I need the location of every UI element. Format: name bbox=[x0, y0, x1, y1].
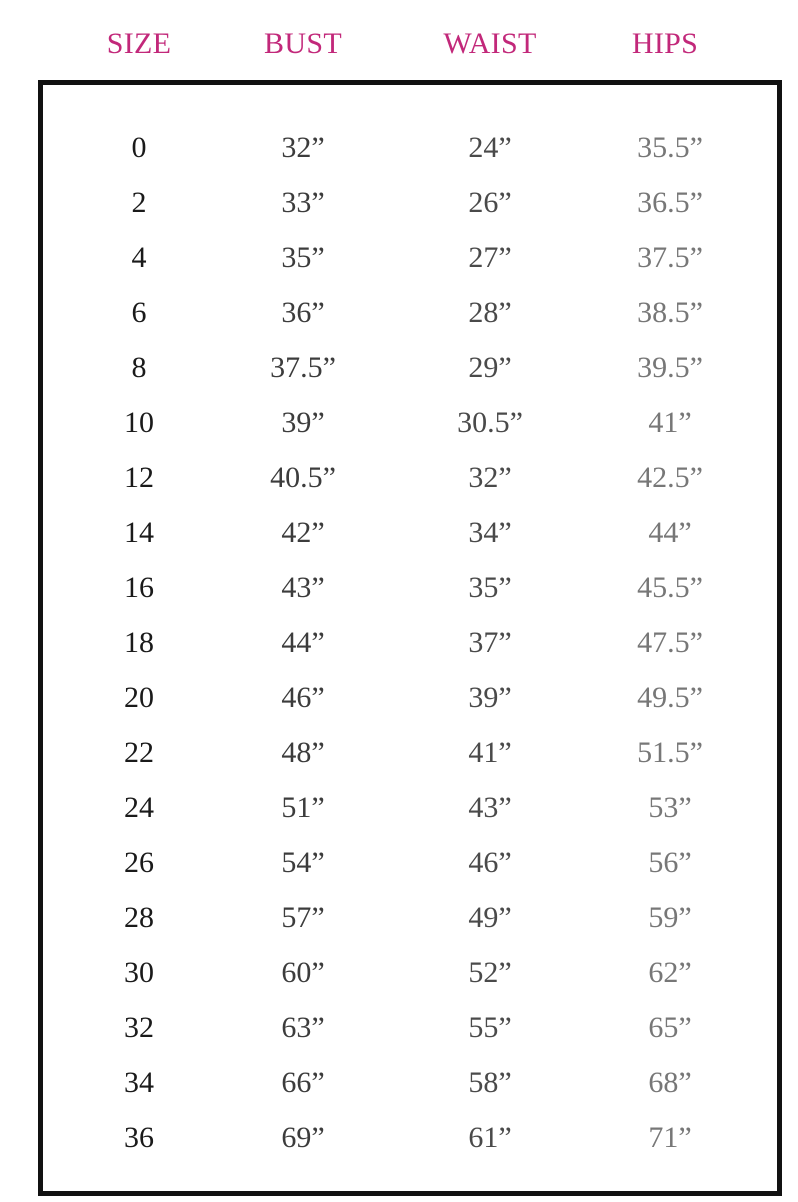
cell-size: 8 bbox=[131, 351, 147, 384]
table-row bbox=[43, 1055, 777, 1110]
cell-bust: 54” bbox=[281, 846, 325, 879]
header-size: SIZE bbox=[106, 27, 172, 60]
cell-bust: 63” bbox=[281, 1011, 325, 1044]
cell-size: 10 bbox=[124, 406, 154, 439]
table-row bbox=[43, 835, 777, 890]
header-waist: WAIST bbox=[443, 27, 537, 60]
cell-waist: 27” bbox=[468, 241, 512, 274]
cell-size: 34 bbox=[124, 1066, 154, 1099]
cell-waist: 26” bbox=[468, 186, 512, 219]
cell-waist: 35” bbox=[468, 571, 512, 604]
cell-bust: 37.5” bbox=[270, 351, 336, 384]
cell-size: 24 bbox=[124, 791, 154, 824]
cell-size: 0 bbox=[131, 131, 147, 164]
header-bust: BUST bbox=[264, 27, 342, 60]
cell-size: 28 bbox=[124, 901, 154, 934]
cell-bust: 44” bbox=[281, 626, 325, 659]
cell-hips: 36.5” bbox=[637, 186, 703, 219]
cell-size: 18 bbox=[124, 626, 154, 659]
cell-bust: 39” bbox=[281, 406, 325, 439]
table-row bbox=[43, 725, 777, 780]
cell-size: 22 bbox=[124, 736, 154, 769]
cell-waist: 46” bbox=[468, 846, 512, 879]
cell-waist: 43” bbox=[468, 791, 512, 824]
cell-waist: 30.5” bbox=[457, 406, 523, 439]
cell-size: 26 bbox=[124, 846, 154, 879]
cell-size: 30 bbox=[124, 956, 154, 989]
cell-bust: 33” bbox=[281, 186, 325, 219]
cell-hips: 45.5” bbox=[637, 571, 703, 604]
cell-hips: 41” bbox=[648, 406, 692, 439]
cell-hips: 68” bbox=[648, 1066, 692, 1099]
cell-waist: 58” bbox=[468, 1066, 512, 1099]
cell-waist: 24” bbox=[468, 131, 512, 164]
table-row bbox=[43, 175, 777, 230]
cell-bust: 42” bbox=[281, 516, 325, 549]
cell-size: 14 bbox=[124, 516, 154, 549]
cell-hips: 65” bbox=[648, 1011, 692, 1044]
cell-hips: 56” bbox=[648, 846, 692, 879]
cell-waist: 37” bbox=[468, 626, 512, 659]
cell-bust: 51” bbox=[281, 791, 325, 824]
cell-waist: 41” bbox=[468, 736, 512, 769]
table-row bbox=[43, 1110, 777, 1165]
table-row bbox=[43, 560, 777, 615]
cell-hips: 38.5” bbox=[637, 296, 703, 329]
cell-bust: 66” bbox=[281, 1066, 325, 1099]
cell-hips: 47.5” bbox=[637, 626, 703, 659]
cell-hips: 39.5” bbox=[637, 351, 703, 384]
cell-bust: 46” bbox=[281, 681, 325, 714]
cell-hips: 51.5” bbox=[637, 736, 703, 769]
cell-bust: 36” bbox=[281, 296, 325, 329]
cell-waist: 29” bbox=[468, 351, 512, 384]
cell-size: 2 bbox=[131, 186, 147, 219]
table-row bbox=[43, 285, 777, 340]
cell-hips: 59” bbox=[648, 901, 692, 934]
table-row bbox=[43, 340, 777, 395]
cell-bust: 43” bbox=[281, 571, 325, 604]
table-row bbox=[43, 505, 777, 560]
table-row bbox=[43, 1000, 777, 1055]
cell-bust: 69” bbox=[281, 1121, 325, 1154]
cell-hips: 44” bbox=[648, 516, 692, 549]
table-row bbox=[43, 120, 777, 175]
cell-size: 6 bbox=[131, 296, 147, 329]
cell-waist: 32” bbox=[468, 461, 512, 494]
cell-bust: 60” bbox=[281, 956, 325, 989]
table-row bbox=[43, 945, 777, 1000]
cell-waist: 39” bbox=[468, 681, 512, 714]
cell-size: 32 bbox=[124, 1011, 154, 1044]
table-row bbox=[43, 780, 777, 835]
cell-bust: 57” bbox=[281, 901, 325, 934]
cell-size: 20 bbox=[124, 681, 154, 714]
table-row bbox=[43, 395, 777, 450]
table-row bbox=[43, 615, 777, 670]
cell-waist: 34” bbox=[468, 516, 512, 549]
size-chart-table bbox=[38, 80, 782, 1196]
header-hips: HIPS bbox=[631, 27, 699, 60]
cell-waist: 28” bbox=[468, 296, 512, 329]
table-row bbox=[43, 890, 777, 945]
cell-waist: 49” bbox=[468, 901, 512, 934]
cell-waist: 52” bbox=[468, 956, 512, 989]
cell-waist: 61” bbox=[468, 1121, 512, 1154]
cell-bust: 35” bbox=[281, 241, 325, 274]
cell-size: 16 bbox=[124, 571, 154, 604]
cell-hips: 35.5” bbox=[637, 131, 703, 164]
cell-hips: 62” bbox=[648, 956, 692, 989]
cell-bust: 40.5” bbox=[270, 461, 336, 494]
cell-hips: 37.5” bbox=[637, 241, 703, 274]
cell-bust: 48” bbox=[281, 736, 325, 769]
table-row bbox=[43, 670, 777, 725]
size-chart-header bbox=[0, 22, 798, 66]
cell-hips: 42.5” bbox=[637, 461, 703, 494]
cell-bust: 32” bbox=[281, 131, 325, 164]
table-row bbox=[43, 230, 777, 285]
cell-size: 36 bbox=[124, 1121, 154, 1154]
table-row bbox=[43, 450, 777, 505]
cell-hips: 53” bbox=[648, 791, 692, 824]
cell-size: 12 bbox=[124, 461, 154, 494]
cell-hips: 71” bbox=[648, 1121, 692, 1154]
cell-hips: 49.5” bbox=[637, 681, 703, 714]
cell-size: 4 bbox=[131, 241, 147, 274]
cell-waist: 55” bbox=[468, 1011, 512, 1044]
